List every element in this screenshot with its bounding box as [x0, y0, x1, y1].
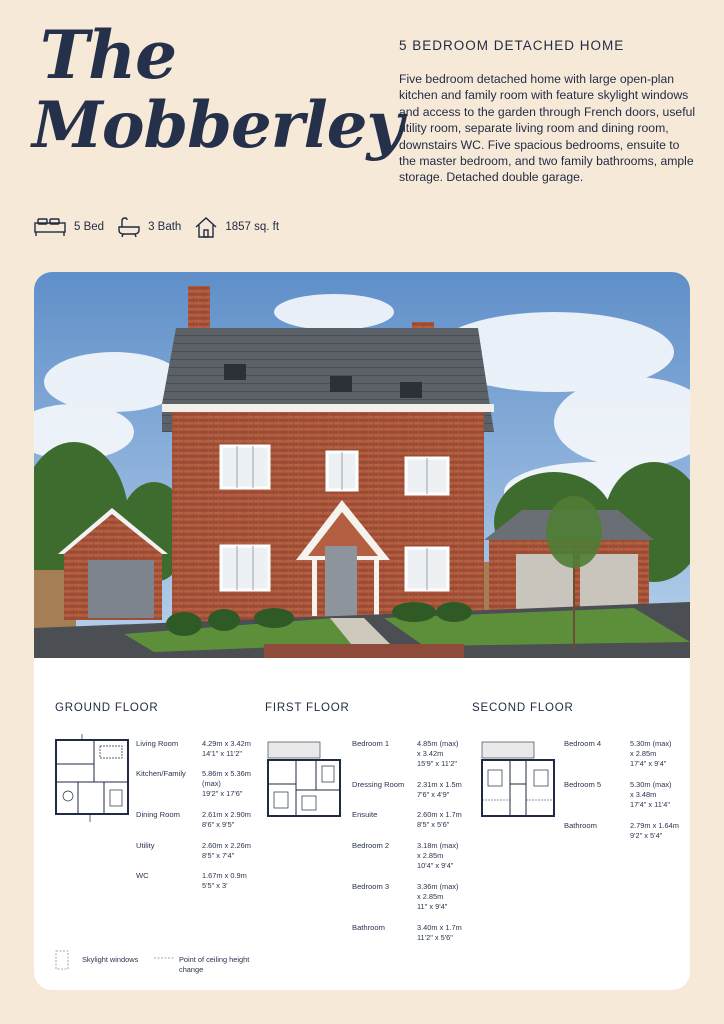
- room-utility: Utility: [136, 841, 155, 850]
- baths-stat: [118, 216, 181, 238]
- room-bedroom-5: Bedroom 5: [564, 780, 602, 789]
- ground-floor-plan: [54, 734, 132, 824]
- room-dining-room: Dining Room: [136, 810, 180, 819]
- bed-icon: [34, 217, 66, 237]
- dim-bedroom-3: 3.36m (max) x 2.85m 11" x 9'4": [417, 882, 459, 911]
- dim-utility: 2.60m x 2.26m 8'5" x 7'4": [202, 841, 251, 860]
- room-bedroom-2: Bedroom 2: [352, 841, 390, 850]
- dim-bedroom-1: 4.85m (max) x 3.42m 15'9" x 11'2": [417, 739, 459, 768]
- beds-stat: [34, 217, 104, 237]
- legend-ceiling: Point of ceiling height change: [179, 955, 250, 974]
- beds-label: 5 Bed: [74, 221, 105, 233]
- house-icon: [195, 216, 217, 238]
- room-bathroom-second: Bathroom: [564, 821, 597, 830]
- description: Five bedroom detached home with large open-plan kitchen and family room with feature skylight windows and access to the garden through French doors, useful utility room, separate living room and dining room, downstairs WC. Five spacious bedrooms, ensuite to the master bedroom, and two family bathrooms, ample storage. Detached double garage.: [399, 72, 696, 185]
- room-bathroom-first: Bathroom: [352, 923, 385, 932]
- dim-bedroom-5: 5.30m (max) x 3.48m 17'4" x 11'4": [630, 780, 672, 809]
- dim-bedroom-2: 3.18m (max) x 2.85m 10'4" x 9'4": [417, 841, 459, 870]
- first-floor-plan: [266, 740, 342, 820]
- title-line-1: The: [40, 16, 177, 94]
- skylight-legend-icon: [55, 950, 69, 970]
- dim-ensuite: 2.60m x 1.7m 8'5" x 5'6": [417, 810, 462, 829]
- dim-bathroom-second: 2.79m x 1.64m 9'2" x 5'4": [630, 821, 679, 840]
- house-photo: [34, 272, 690, 658]
- dim-kitchen-family: 5.86m x 5.36m (max) 19'2" x 17'6": [202, 769, 251, 798]
- ceiling-legend-icon: [154, 955, 174, 961]
- title-line-2: Mobberley: [32, 88, 403, 163]
- legend-skylight: Skylight windows: [82, 955, 139, 964]
- room-bedroom-3: Bedroom 3: [352, 882, 390, 891]
- dim-living-room: 4.29m x 3.42m 14'1" x 11'2": [202, 739, 251, 758]
- baths-label: 3 Bath: [148, 221, 182, 233]
- property-title: [32, 16, 403, 163]
- room-wc: WC: [136, 871, 149, 880]
- bath-icon: [118, 216, 140, 238]
- room-kitchen-family: Kitchen/Family: [136, 769, 186, 778]
- ground-floor-title: GROUND FLOOR: [55, 702, 159, 714]
- room-ensuite: Ensuite: [352, 810, 378, 819]
- subtitle: 5 BEDROOM DETACHED HOME: [399, 38, 625, 53]
- second-floor-title: SECOND FLOOR: [472, 702, 574, 714]
- room-bedroom-4: Bedroom 4: [564, 739, 602, 748]
- dim-wc: 1.67m x 0.9m 5'5" x 3': [202, 871, 247, 890]
- room-living-room: Living Room: [136, 739, 179, 748]
- first-floor-title: FIRST FLOOR: [265, 702, 350, 714]
- area-stat: [195, 216, 279, 238]
- area-label: 1857 sq. ft: [225, 221, 280, 233]
- room-bedroom-1: Bedroom 1: [352, 739, 390, 748]
- dim-dressing-room: 2.31m x 1.5m 7'6" x 4'9": [417, 780, 462, 799]
- second-floor-plan: [480, 740, 556, 820]
- dim-dining-room: 2.61m x 2.90m 8'6" x 9'5": [202, 810, 251, 829]
- dim-bedroom-4: 5.30m (max) x 2.85m 17'4" x 9'4": [630, 739, 672, 768]
- room-dressing-room: Dressing Room: [352, 780, 405, 789]
- stats-bar: [34, 216, 293, 238]
- dim-bathroom-first: 3.40m x 1.7m 11'2" x 5'6": [417, 923, 462, 942]
